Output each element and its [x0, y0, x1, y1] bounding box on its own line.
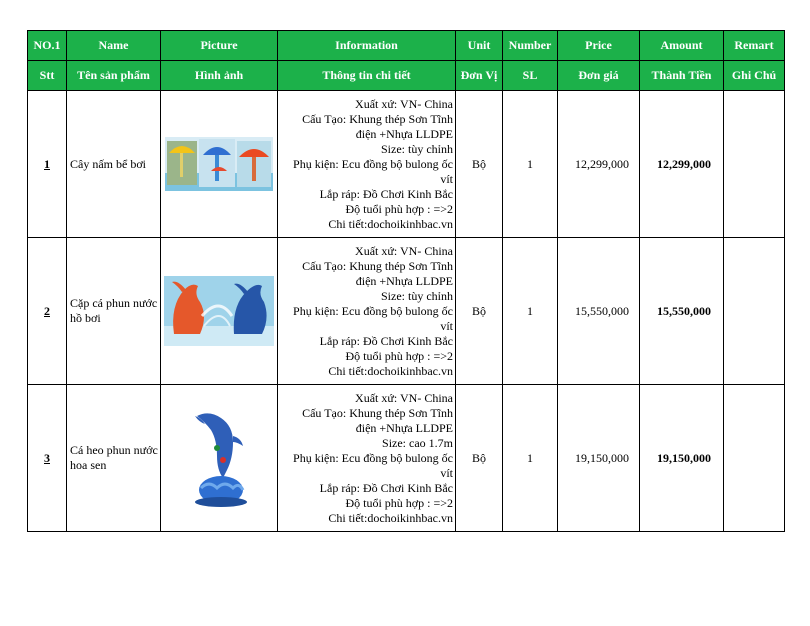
row-number-link[interactable]: 2	[28, 238, 67, 385]
header-unit-price: Đơn giá	[558, 61, 640, 91]
info-assembly: Lắp ráp: Đồ Chơi Kinh Bắc	[319, 333, 453, 348]
info-age: Độ tuổi phù hợp : =>2	[345, 201, 453, 216]
header-details: Thông tin chi tiết	[278, 61, 456, 91]
header-remark: Remart	[724, 31, 785, 61]
info-website: Chi tiết:dochoikinhbac.vn	[328, 363, 453, 378]
unit-cell: Bộ	[456, 238, 503, 385]
info-assembly: Lắp ráp: Đồ Chơi Kinh Bắc	[319, 186, 453, 201]
info-accessories: Phụ kiện: Ecu đồng bộ bulong ốc	[293, 303, 453, 318]
header-picture: Picture	[161, 31, 278, 61]
info-origin: Xuất xứ: VN- China	[355, 96, 453, 111]
header-row-vietnamese	[28, 61, 785, 91]
info-structure: Cấu Tạo: Khung thép Sơn Tĩnh	[302, 258, 453, 273]
product-info	[278, 91, 456, 238]
info-origin: Xuất xứ: VN- China	[355, 243, 453, 258]
table-row	[28, 91, 785, 238]
header-total: Thành Tiền	[640, 61, 724, 91]
info-size: Size: tùy chỉnh	[381, 141, 453, 156]
info-structure: Cấu Tạo: Khung thép Sơn Tĩnh	[302, 405, 453, 420]
header-number: Number	[503, 31, 558, 61]
unit-cell: Bộ	[456, 91, 503, 238]
info-age: Độ tuổi phù hợp : =>2	[345, 495, 453, 510]
product-info	[278, 238, 456, 385]
remark-cell	[724, 385, 785, 532]
info-accessories-cont: vít	[440, 318, 453, 333]
price-cell: 15,550,000	[558, 238, 640, 385]
info-structure-cont: điện +Nhựa LLDPE	[355, 420, 453, 435]
info-origin: Xuất xứ: VN- China	[355, 390, 453, 405]
product-image-dolphin	[161, 385, 278, 532]
info-structure-cont: điện +Nhựa LLDPE	[355, 273, 453, 288]
row-number-link[interactable]: 3	[28, 385, 67, 532]
qty-cell: 1	[503, 91, 558, 238]
info-age: Độ tuổi phù hợp : =>2	[345, 348, 453, 363]
amount-cell: 19,150,000	[640, 385, 724, 532]
product-name: Cá heo phun nước hoa sen	[67, 385, 161, 532]
row-number-link[interactable]: 1	[28, 91, 67, 238]
price-cell: 19,150,000	[558, 385, 640, 532]
product-name: Cây nấm bể bơi	[67, 91, 161, 238]
dolphin-fountain-image	[187, 408, 251, 508]
unit-cell: Bộ	[456, 385, 503, 532]
header-row-english	[28, 31, 785, 61]
header-unit: Unit	[456, 31, 503, 61]
mushroom-fountain-image	[165, 137, 273, 191]
fish-pair-image	[164, 276, 274, 346]
header-product-name: Tên sản phẩm	[67, 61, 161, 91]
info-size: Size: cao 1.7m	[382, 435, 453, 450]
header-image: Hình ảnh	[161, 61, 278, 91]
info-accessories-cont: vít	[440, 171, 453, 186]
header-no: NO.1	[28, 31, 67, 61]
info-assembly: Lắp ráp: Đồ Chơi Kinh Bắc	[319, 480, 453, 495]
info-accessories: Phụ kiện: Ecu đồng bộ bulong ốc	[293, 156, 453, 171]
info-structure: Cấu Tạo: Khung thép Sơn Tĩnh	[302, 111, 453, 126]
header-amount: Amount	[640, 31, 724, 61]
header-stt: Stt	[28, 61, 67, 91]
info-accessories-cont: vít	[440, 465, 453, 480]
header-price: Price	[558, 31, 640, 61]
header-information: Information	[278, 31, 456, 61]
header-unit-vi: Đơn Vị	[456, 61, 503, 91]
product-image-fish-pair	[161, 238, 278, 385]
qty-cell: 1	[503, 238, 558, 385]
info-website: Chi tiết:dochoikinhbac.vn	[328, 510, 453, 525]
price-cell: 12,299,000	[558, 91, 640, 238]
table-row	[28, 238, 785, 385]
remark-cell	[724, 91, 785, 238]
info-size: Size: tùy chỉnh	[381, 288, 453, 303]
amount-cell: 12,299,000	[640, 91, 724, 238]
product-name: Cặp cá phun nước hồ bơi	[67, 238, 161, 385]
product-info	[278, 385, 456, 532]
header-qty: SL	[503, 61, 558, 91]
qty-cell: 1	[503, 385, 558, 532]
header-note: Ghi Chú	[724, 61, 785, 91]
remark-cell	[724, 238, 785, 385]
info-website: Chi tiết:dochoikinhbac.vn	[328, 216, 453, 231]
amount-cell: 15,550,000	[640, 238, 724, 385]
info-structure-cont: điện +Nhựa LLDPE	[355, 126, 453, 141]
info-accessories: Phụ kiện: Ecu đồng bộ bulong ốc	[293, 450, 453, 465]
table-row	[28, 385, 785, 532]
product-image-mushroom	[161, 91, 278, 238]
header-name: Name	[67, 31, 161, 61]
product-quote-table	[27, 30, 785, 532]
